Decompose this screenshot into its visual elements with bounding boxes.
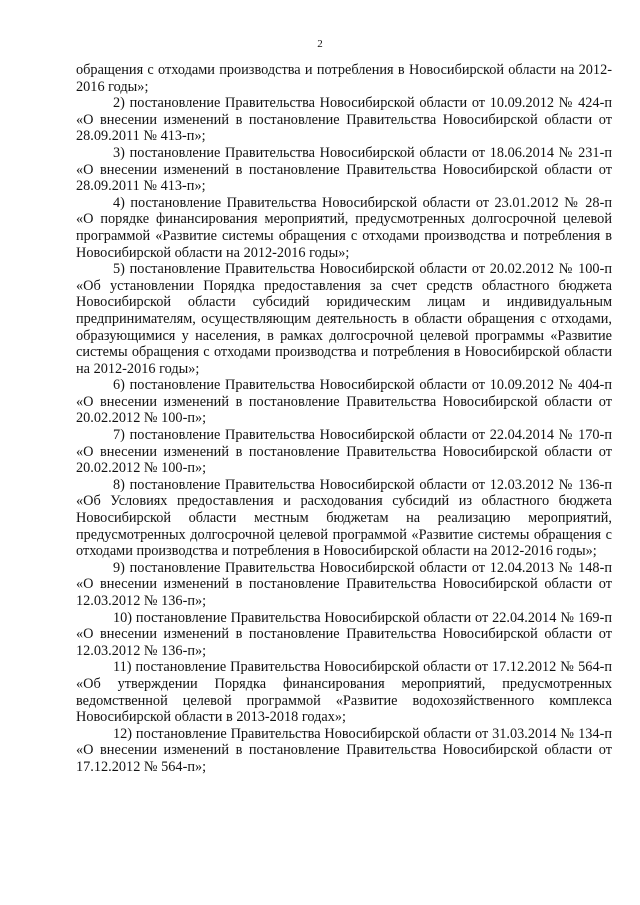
list-item: 8) постановление Правительства Новосибирской области от 12.03.2012 № 136-п «Об Условиях предоставления и расходования субсидий из областного бюджета Новосибирской области местным бюджетам на реализацию мероприятий, предусмотренных долгосрочной целевой программой «Развитие системы обращения с отходами производства и потребления в Новосибирской области на 2012-2016 годы»; <box>76 476 612 560</box>
list-item: 6) постановление Правительства Новосибирской области от 10.09.2012 № 404-п «О внесении изменений в постановление Правительства Новосибирской области от 20.02.2012 № 100-п»; <box>76 377 612 427</box>
list-item: 4) постановление Правительства Новосибирской области от 23.01.2012 № 28-п «О порядке финансирования мероприятий, предусмотренных долгосрочной целевой программой «Развитие системы обращения с отходами производства и потребления в Новосибирской области на 2012-2016 годы»; <box>76 194 612 261</box>
list-item: 10) постановление Правительства Новосибирской области от 22.04.2014 № 169-п «О внесении изменений в постановление Правительства Новосибирской области от 12.03.2012 № 136-п»; <box>76 609 612 659</box>
list-item: 12) постановление Правительства Новосибирской области от 31.03.2014 № 134-п «О внесении изменений в постановление Правительства Новосибирской области от 17.12.2012 № 564-п»; <box>76 725 612 775</box>
list-item: 11) постановление Правительства Новосибирской области от 17.12.2012 № 564-п «Об утверждении Порядка финансирования мероприятий, предусмотренных ведомственной целевой программой «Развитие водохозяйственного комплекса Новосибирской области в 2013-2018 годах»; <box>76 659 612 726</box>
page-number: 2 <box>317 38 323 50</box>
list-item: 2) постановление Правительства Новосибирской области от 10.09.2012 № 424-п «О внесении изменений в постановление Правительства Новосибирской области от 28.09.2011 № 413-п»; <box>76 95 612 145</box>
paragraph-continuation: обращения с отходами производства и потребления в Новосибирской области на 2012-2016 годы»; <box>76 62 612 95</box>
document-body <box>76 62 612 776</box>
list-item: 7) постановление Правительства Новосибирской области от 22.04.2014 № 170-п «О внесении изменений в постановление Правительства Новосибирской области от 20.02.2012 № 100-п»; <box>76 427 612 477</box>
list-item: 9) постановление Правительства Новосибирской области от 12.04.2013 № 148-п «О внесении изменений в постановление Правительства Новосибирской области от 12.03.2012 № 136-п»; <box>76 559 612 609</box>
list-item: 5) постановление Правительства Новосибирской области от 20.02.2012 № 100-п «Об установлении Порядка предоставления за счет средств областного бюджета Новосибирской области субсидий юридическим лицам и индивидуальным предпринимателям, осуществляющим деятельность в области обращения с отходами, образующимися у населения, в рамках долгосрочной целевой программы «Развитие системы обращения с отходами производства и потребления в Новосибирской области на 2012-2016 годы»; <box>76 261 612 377</box>
list-item: 3) постановление Правительства Новосибирской области от 18.06.2014 № 231-п «О внесении изменений в постановление Правительства Новосибирской области от 28.09.2011 № 413-п»; <box>76 144 612 195</box>
